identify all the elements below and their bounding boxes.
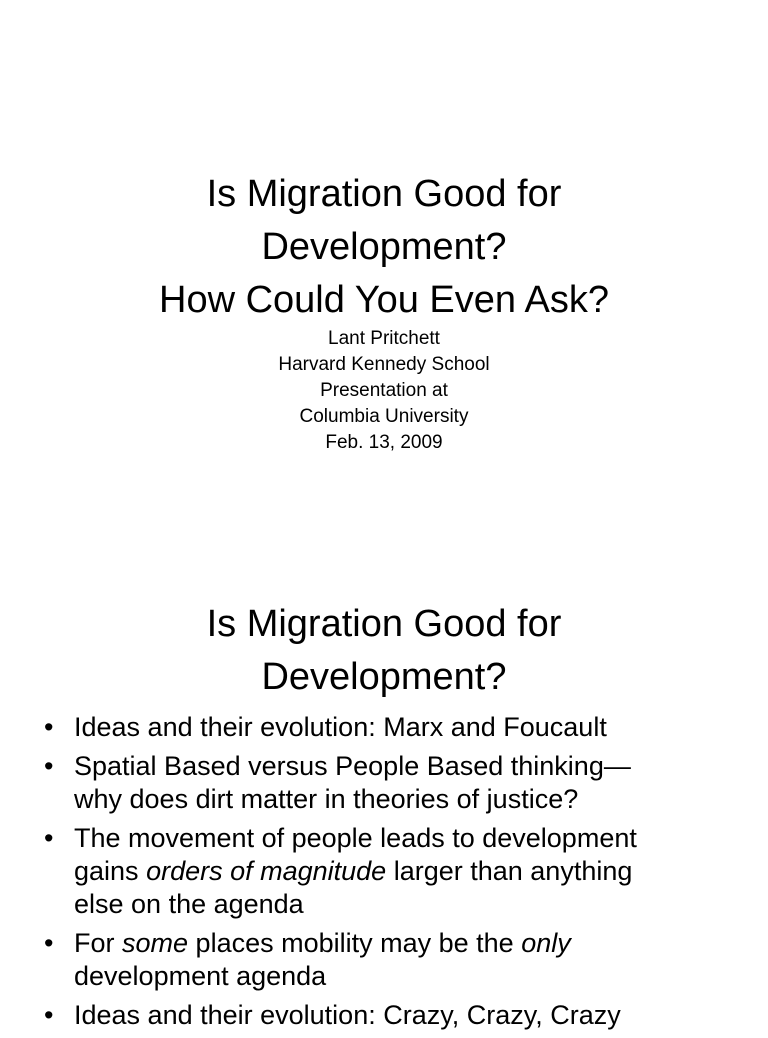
slide-2-title-line: Development?: [261, 656, 507, 698]
bullet-line: [74, 783, 764, 816]
bullet-list: [44, 711, 764, 1038]
bullet-text: For: [74, 928, 123, 958]
emphasis-text: orders of magnitude: [146, 856, 387, 886]
bullet-text: Ideas and their evolution: Crazy, Crazy, Crazy: [74, 1000, 621, 1030]
bullet-line: [74, 855, 764, 888]
bullet-line: [74, 750, 764, 783]
bullet-text: why does dirt matter in theories of justice?: [74, 784, 579, 814]
slide-1-subtitle: [0, 326, 768, 456]
bullet-item: [44, 711, 764, 744]
bullet-item: [44, 822, 764, 921]
bullet-marker: •: [44, 928, 54, 958]
bullet-text: places mobility may be the: [188, 928, 522, 958]
bullet-text: Ideas and their evolution: Marx and Foucault: [74, 712, 607, 742]
bullet-line: [74, 822, 764, 855]
bullet-marker: •: [44, 823, 54, 853]
bullet-marker: •: [44, 751, 54, 781]
bullet-item: [44, 999, 764, 1032]
emphasis-text: some: [122, 928, 189, 958]
slide-1-title-line: Development?: [261, 226, 507, 268]
slide-1-title-line: Is Migration Good for: [206, 173, 562, 215]
author-name: Lant Pritchett: [328, 328, 440, 349]
bullet-item: [44, 750, 764, 816]
slide-2-title: [0, 598, 768, 704]
bullet-text: Spatial Based versus People Based thinking—: [74, 751, 631, 781]
bullet-text: larger than anything: [386, 856, 633, 886]
bullet-text: The movement of people leads to development: [74, 823, 637, 853]
slide-2-title-line: Is Migration Good for: [206, 603, 562, 645]
bullet-line: [74, 999, 764, 1032]
bullet-marker: •: [44, 1000, 54, 1030]
slide-1-title: [0, 168, 768, 327]
bullet-text: else on the agenda: [74, 889, 304, 919]
bullet-item: [44, 927, 764, 993]
slide-1-title-line: How Could You Even Ask?: [159, 279, 609, 321]
bullet-text: gains: [74, 856, 147, 886]
bullet-text: development agenda: [74, 961, 327, 991]
bullet-line: [74, 960, 764, 993]
bullet-marker: •: [44, 712, 54, 742]
presentation-label: Presentation at: [320, 380, 448, 401]
bullet-line: [74, 888, 764, 921]
bullet-line: [74, 927, 764, 960]
venue: Columbia University: [299, 406, 469, 427]
emphasis-text: only: [521, 928, 571, 958]
presentation-date: Feb. 13, 2009: [325, 432, 443, 453]
bullet-line: [74, 711, 764, 744]
author-affiliation: Harvard Kennedy School: [278, 354, 490, 375]
